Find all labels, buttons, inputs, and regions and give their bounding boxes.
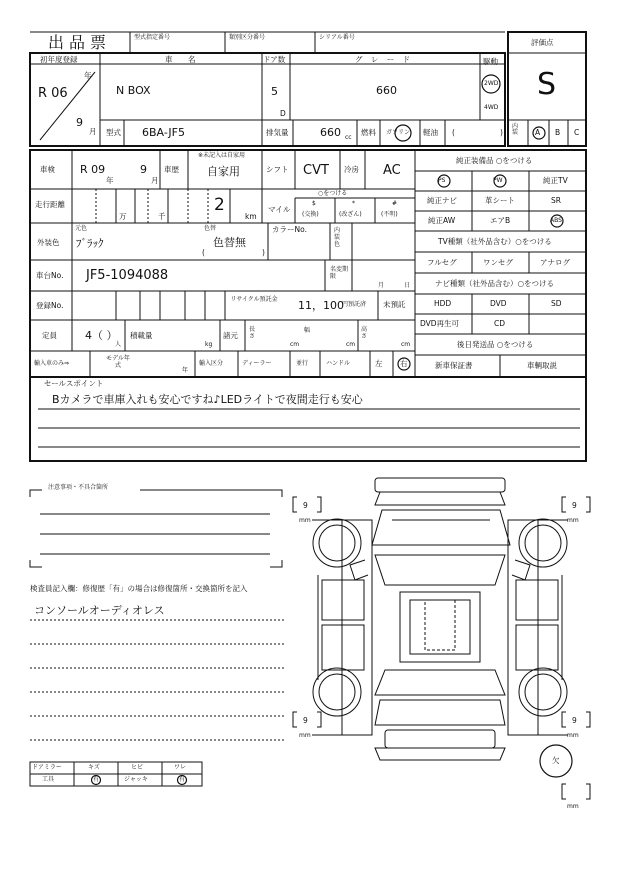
tire-front-right-unit: mm xyxy=(567,517,579,524)
first-reg-month: 9 xyxy=(76,116,83,129)
nav-dvd-playback: DVD再生可 xyxy=(420,319,460,328)
model-year-label: モデル年式 xyxy=(106,355,130,370)
mile-tampered: (改ざん) xyxy=(339,211,362,218)
mile-star: * xyxy=(352,200,355,207)
mileage-label: 走行距離 xyxy=(35,200,65,209)
equip-navi: 純正ナビ xyxy=(427,196,457,205)
tools-present: 有 xyxy=(93,776,100,783)
category-no-label: 類別区分番号 xyxy=(229,34,266,41)
chassis-label: 車台No. xyxy=(36,271,64,280)
sheet-title: 出品票 xyxy=(48,33,112,52)
handle-right-option: 右 xyxy=(400,359,408,368)
orig-color-label-left: 外装色 xyxy=(37,238,60,247)
equip-aw: 純正AW xyxy=(428,216,456,225)
drive-label: 駆動 xyxy=(483,57,498,66)
fuel-label: 燃料 xyxy=(361,128,376,137)
tv-analog: アナログ xyxy=(540,258,570,267)
fuel-other-paren-close: ) xyxy=(500,128,503,137)
load-label: 積載量 xyxy=(130,331,153,340)
nav-hdd: HDD xyxy=(434,299,452,308)
nav-type-title: ナビ種類（社外品含む）○をつける xyxy=(435,279,555,288)
jack-present: 有 xyxy=(179,776,186,783)
first-reg-year-unit: 年 xyxy=(84,71,92,80)
later-warranty: 新車保証書 xyxy=(435,361,473,370)
mile-unknown: (不明) xyxy=(381,211,398,218)
nav-sd: SD xyxy=(551,299,562,308)
width-unit: cm xyxy=(346,341,356,348)
height-unit: cm xyxy=(401,341,411,348)
dims-label: 諸元 xyxy=(223,331,238,340)
crack-label: ヒビ xyxy=(131,764,144,771)
first-reg-month-unit: 月 xyxy=(89,127,97,136)
later-shipment-title: 後日発送品 ○をつける xyxy=(457,340,534,349)
mileage-value: 2 xyxy=(214,195,225,215)
inspection-month-unit: 月 xyxy=(151,176,159,185)
shift-value: CVT xyxy=(303,163,329,178)
plate-expiry-label: 名変期限 xyxy=(330,266,349,281)
capacity-unit: 人 xyxy=(115,341,122,348)
jack-label: ジャッキ xyxy=(124,776,148,783)
mile-dollar: $ xyxy=(312,200,316,207)
orig-color-value: ﾌﾞﾗｯｸ xyxy=(76,237,104,250)
sales-point-label: セールスポイント xyxy=(44,379,104,388)
chassis-value: JF5-1094088 xyxy=(86,268,169,283)
nav-cd: CD xyxy=(494,319,506,328)
capacity-label: 定員 xyxy=(42,331,57,340)
import-dealer-option: ディーラー xyxy=(242,360,272,367)
mile-hash: # xyxy=(392,200,398,207)
later-manual: 車輌取説 xyxy=(527,361,557,370)
model-type-value: 6BA-JF5 xyxy=(142,126,185,139)
inspection-era: R 09 xyxy=(80,163,106,176)
tools-label: 工具 xyxy=(42,776,55,783)
recycle-deposited: 円預託済 xyxy=(342,301,367,308)
model-year-unit: 年 xyxy=(182,367,189,374)
inspection-label: 車検 xyxy=(40,165,55,174)
tire-rear-right-unit: mm xyxy=(567,732,579,739)
tire-rear-right-depth: 9 xyxy=(572,716,577,725)
tire-rear-left-depth: 9 xyxy=(303,716,308,725)
inspection-month: 9 xyxy=(140,163,147,176)
displacement-unit: cc xyxy=(345,134,352,141)
plate-month-unit: 月 xyxy=(378,282,385,289)
mileage-man-unit: 万 xyxy=(119,212,127,221)
sales-point-text: Bカメラで車庫入れも安心ですね♪LEDライトで夜間走行も安心 xyxy=(52,393,363,406)
equip-airbag: エアB xyxy=(490,216,511,225)
drive-4wd-option: 4WD xyxy=(484,104,499,111)
displacement-label: 排気量 xyxy=(266,128,289,137)
handle-label: ハンドル xyxy=(326,360,351,367)
color-paren-open: ( xyxy=(202,248,205,257)
equip-tv: 純正TV xyxy=(543,176,568,185)
width-label: 幅 xyxy=(304,327,311,334)
doors-suffix: D xyxy=(280,109,286,118)
doors-label: ドア数 xyxy=(263,55,286,64)
tv-type-title: TV種類（社外品含む）○をつける xyxy=(438,237,552,246)
equip-ps: PS xyxy=(438,177,446,184)
mile-circle-note: ○をつける xyxy=(318,190,348,197)
length-unit: cm xyxy=(290,341,300,348)
inspector-label: 検査員記入欄：修復歴「有」の場合は修復箇所・交換箇所を記入 xyxy=(30,584,248,593)
import-label: 輸入車のみ⇒ xyxy=(34,360,70,367)
interior-label: 内装 xyxy=(512,123,519,136)
import-category-label: 輸入区分 xyxy=(199,360,224,367)
displacement-value: 660 xyxy=(320,126,341,139)
inspection-year-unit: 年 xyxy=(106,176,114,185)
color-change-value: 色替無 xyxy=(213,236,246,249)
equip-leather: 革シート xyxy=(485,196,515,205)
length-label: 長さ xyxy=(249,326,256,341)
height-label: 高さ xyxy=(361,326,368,341)
notes-label: 注意事項・不具合箇所 xyxy=(48,484,109,491)
recycle-not-deposited: 未預託 xyxy=(383,300,406,309)
interior-grade-c: C xyxy=(574,128,580,137)
door-mirror-label: ドアミラー xyxy=(32,764,62,771)
fuel-gasoline-option: ガソリン xyxy=(386,129,411,136)
interior-grade-b: B xyxy=(555,128,561,137)
model-designation-label: 型式指定番号 xyxy=(134,34,171,41)
spare-tire-unit: mm xyxy=(567,803,579,810)
tv-fullseg: フルセグ xyxy=(427,258,457,267)
equipment-title: 純正装備品 ○をつける xyxy=(456,156,533,165)
car-name-label: 車 名 xyxy=(165,55,200,64)
shift-label: シフト xyxy=(266,165,289,174)
first-reg-era: R 06 xyxy=(38,86,68,101)
rating-label: 評価点 xyxy=(531,38,554,47)
tv-oneseg: ワンセグ xyxy=(483,258,513,267)
tire-missing-label: 欠 xyxy=(552,756,560,765)
ac-value: AC xyxy=(383,163,401,178)
car-diagram xyxy=(312,478,568,760)
equip-abs: ABS xyxy=(550,217,562,224)
drive-2wd-option: 2WD xyxy=(484,80,499,87)
capacity-value: 4（ ） xyxy=(85,329,118,342)
color-no-label: カラーNo. xyxy=(272,225,307,234)
tire-front-right-depth: 9 xyxy=(572,501,577,510)
tire-front-left-depth: 9 xyxy=(303,501,308,510)
interior-color-label: 内装色 xyxy=(334,227,341,249)
history-note: ※未記入は自家用 xyxy=(198,152,246,159)
mile-label: マイル xyxy=(268,205,291,214)
grade-label: グ レ ー ド xyxy=(355,55,414,64)
tire-rear-left-unit: mm xyxy=(299,732,311,739)
fuel-diesel-option: 軽油 xyxy=(423,128,438,137)
recycle-value: 11，100 xyxy=(298,299,344,312)
ac-label: 冷房 xyxy=(344,165,359,174)
orig-color-label: 元色 xyxy=(75,225,88,232)
mileage-unit: km xyxy=(245,212,257,221)
model-type-label: 型式 xyxy=(106,128,121,137)
rating-value: S xyxy=(537,67,557,102)
reg-no-label: 登録No. xyxy=(36,301,64,310)
car-name-value: N BOX xyxy=(116,84,151,97)
history-value: 自家用 xyxy=(207,165,240,178)
scratch-label: キズ xyxy=(88,764,100,771)
break-label: ワレ xyxy=(174,764,187,771)
tire-front-left-unit: mm xyxy=(299,517,311,524)
serial-no-label: シリアル番号 xyxy=(319,34,355,41)
handle-left-option: 左 xyxy=(375,359,383,368)
first-reg-label: 初年度登録 xyxy=(40,55,78,64)
grade-value: 660 xyxy=(376,84,397,97)
load-unit: kg xyxy=(205,341,213,348)
color-change-label: 色替 xyxy=(204,225,217,232)
interior-grade-a: A xyxy=(535,128,541,137)
plate-day-unit: 日 xyxy=(404,282,411,289)
history-label: 車歴 xyxy=(164,165,179,174)
equip-pw: PW xyxy=(493,177,503,184)
equip-sr: SR xyxy=(551,196,561,205)
recycle-label: リサイクル預託金 xyxy=(230,296,278,303)
doors-value: 5 xyxy=(271,85,278,98)
inspector-text: コンソールオーディオレス xyxy=(34,604,165,617)
nav-dvd: DVD xyxy=(490,299,507,308)
mileage-sen-unit: 千 xyxy=(158,212,166,221)
fuel-other-paren-open: ( xyxy=(452,128,455,137)
color-paren-close: ) xyxy=(262,248,265,257)
import-parallel-option: 並行 xyxy=(296,360,309,367)
mile-exchange: (交換) xyxy=(302,211,319,218)
